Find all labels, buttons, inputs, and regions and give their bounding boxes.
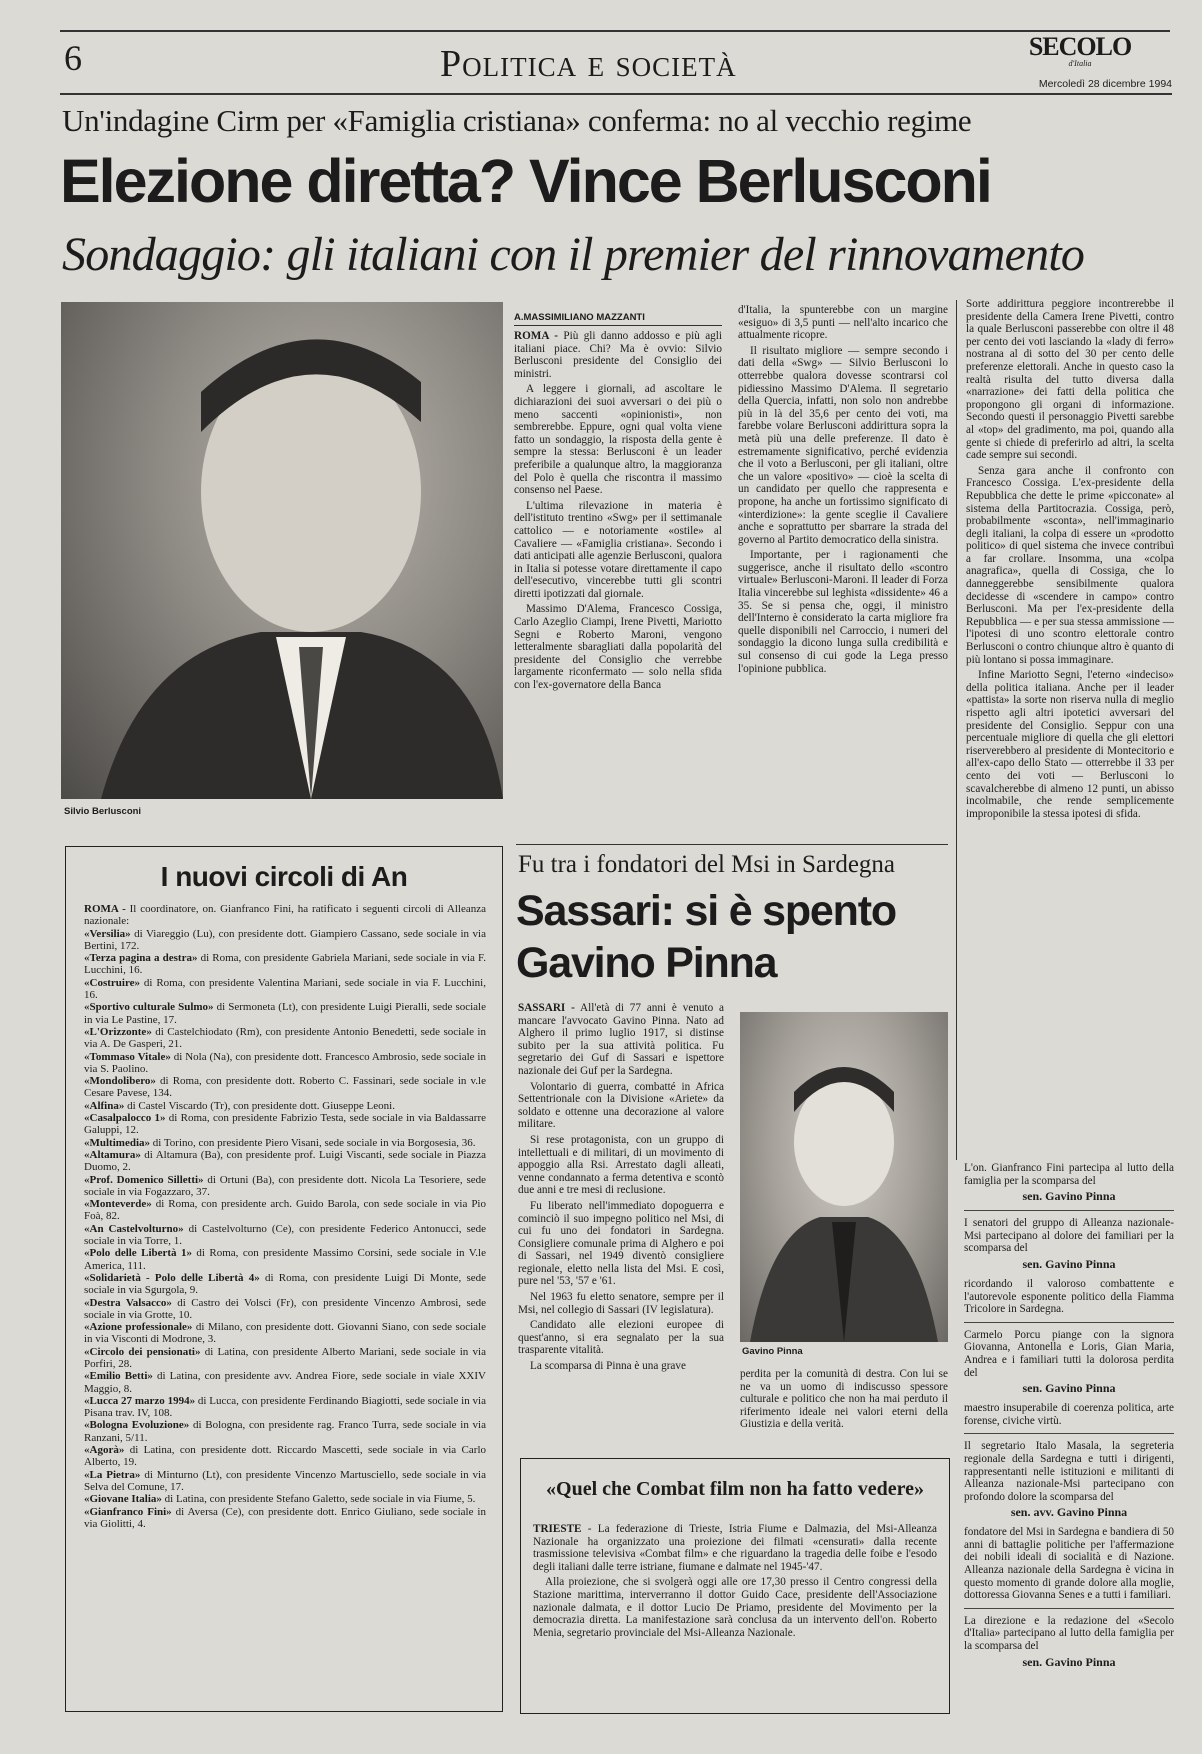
pinna-paragraph: SASSARI - All'età di 77 anni è venuto a mancare l'avvocato Gavino Pinna. Nato ad Alghero il primo luglio 1917, si distinse subito per la sua attività politica. Fu segretario dei Guf di Sassari e ispettore nazionale dei Guf per la Sardegna. [518, 1002, 724, 1077]
circolo-item: «Costruire» di Roma, con presidente Valentina Mariani, sede sociale in via F. Lucchini, 16. [84, 976, 486, 1002]
lead-paragraph: ROMA - Più gli danno addosso e più agli italiani piace. Chi? Ma è ovvio: Silvio Berlusconi presidente del Consiglio dei ministri. [514, 330, 722, 380]
byline: A.MASSIMILIANO MAZZANTI [514, 312, 645, 323]
lead-column-3 [966, 298, 1174, 823]
combat-paragraph: Alla proiezione, che si svolgerà oggi alle ore 17,30 presso il Centro congressi della Stazione marittima, interverranno il dottor Guido Cace, presidente dell'Associazione nazionale dalmata, e il dottor Lucio De Priamo, presidente del Movimento per la democrazia diretta. La manifestazione sarà conclusa da un intervento dell'on. Roberto Menia, segretario provinciale del Msi-Alleanza Nazionale. [533, 1576, 937, 1639]
newspaper-logo-sub: d'Italia [1068, 59, 1092, 68]
lead-column-2 [738, 304, 948, 678]
circolo-item: «Tommaso Vitale» di Nola (Na), con presidente dott. Francesco Ambrosio, sede sociale in via S. Paolino. [84, 1050, 486, 1075]
notice-separator [964, 1608, 1174, 1609]
circolo-item: «Emilio Betti» di Latina, con presidente avv. Andrea Fiore, sede sociale in viale XXIV Maggio, 8. [84, 1370, 486, 1395]
notice-name: sen. Gavino Pinna [1022, 1654, 1116, 1669]
notice-text: Carmelo Porcu piange con la signora Giovanna, Antonella e Loris, Gian Maria, Andrea e i familiari tutti la dolorosa perdita del [964, 1328, 1174, 1379]
combat-title: «Quel che Combat film non ha fatto vedere» [546, 1478, 924, 1500]
circolo-item: «Monteverde» di Roma, con presidente arch. Guido Barola, con sede sociale in via Pio Foà, 82. [84, 1198, 486, 1223]
circolo-item: «Azione professionale» di Milano, con presidente dott. Giovanni Siano, con sede sociale in via Visconti di Modrone, 3. [84, 1321, 486, 1346]
notice-text: I senatori del gruppo di Alleanza nazionale-Msi partecipano al dolore dei familiari per la scomparsa del [964, 1217, 1174, 1255]
berlusconi-caption: Silvio Berlusconi [64, 806, 142, 817]
combat-body [533, 1523, 937, 1642]
top-rule [60, 30, 1170, 32]
death-notice [964, 1162, 1174, 1204]
circolo-item: «Lucca 27 marzo 1994» di Lucca, con presidente Ferdinando Biagiotti, sede sociale in via Pisana trav. IV, 108. [84, 1394, 486, 1420]
circolo-item: «Sportivo culturale Sulmo» di Sermoneta (Lt), con presidente Luigi Pieralli, sede sociale in via Le Pastine, 17. [84, 1001, 486, 1026]
portrait-silhouette-icon [61, 302, 503, 799]
notice-name: sen. avv. Gavino Pinna [1010, 1505, 1128, 1520]
lead-paragraph: Importante, per i ragionamenti che suggerisce, anche il risultato dello «scontro virtuale» Berlusconi-Maroni. Il leader di Forza Italia vincerebbe sul leghista «dissidente» 46 a 35. Se si pensa che, oggi, il ministro dell'Interno è considerato la carta migliore fra quelle disponibili nel Carroccio, i numeri del sondaggio la dicono lunga sulla credibilità e sul consenso di cui gode la Lega presso l'opinione pubblica. [738, 549, 949, 675]
newspaper-logo: SECOLO [1028, 32, 1132, 61]
circolo-item: «Terza pagina a destra» di Roma, con presidente Gabriela Mariani, sede sociale in via F. Lucchini, 16. [84, 952, 487, 977]
lead-paragraph: Senza gara anche il confronto con Francesco Cossiga. L'ex-presidente della Repubblica che dette le prime «picconate» al sistema della Partitocrazia. Cossiga, però, probabilmente «sconta», nell'immaginario degli italiani, la colpa di essere un «prodotto politico» di quel sistema che invece contribuì a far crollare. Insomma, una «colpa anagrafica», quella di Cossiga, che lo danneggerebbe sensibilmente qualora decidesse di «scendere in campo» contro Berlusconi. Ma per l'ex-presidente della Repubblica — e per sua stessa ammissione — l'ipotesi di uno scontro elettorale contro Berlusconi o contro chiunque altro è quanto di più lontano si possa immaginare. [966, 464, 1174, 666]
circolo-item: «Bologna Evoluzione» di Bologna, con presidente rag. Franco Turra, sede sociale in via Ranzani, 5/11. [84, 1419, 486, 1444]
pinna-paragraph: Fu liberato nell'immediato dopoguerra e cominciò il suo impegno politico nel Msi, di cui fu uno dei fondatori in Sardegna. Consigliere comunale prima di Alghero e poi di Sassari, nel 1949 diventò consigliere regionale, eletto nella lista del Msi. E così, pure nel '53, '57 e '61. [518, 1199, 724, 1288]
lead-subhead: Sondaggio: gli italiani con il premier del rinnovamento [62, 228, 1085, 281]
pinna-caption: Gavino Pinna [742, 1346, 803, 1357]
circolo-item: «Giovane Italia» di Latina, con presidente Stefano Galetto, sede sociale in via Fiume, 5. [84, 1493, 476, 1506]
circolo-item: «Destra Valsacco» di Castro dei Volsci (Fr), con presidente Vincenzo Ambrosi, sede sociale in via Grotte, 10. [84, 1296, 486, 1321]
portrait-silhouette-icon [740, 1012, 948, 1342]
notice-name: sen. Gavino Pinna [1022, 1381, 1116, 1396]
death-notice [964, 1615, 1174, 1670]
circoli-list [84, 903, 486, 1530]
lead-paragraph: A leggere i giornali, ad ascoltare le dichiarazioni dei suoi avversari o dei più o meno saccenti «opinionisti», non sembrerebbe. Eppure, ogni qual volta viene fatto un sondaggio, la risposta della gente è sempre la stessa: Berlusconi è un leader preferibile a qualunque altro, la maggioranza del Polo è quella che riscontra il massimo consenso nel Paese. [514, 383, 722, 497]
circolo-item: «Altamura» di Altamura (Ba), con presidente prof. Luigi Viscanti, sede sociale in Piazza Duomo, 2. [84, 1148, 486, 1174]
berlusconi-photo [61, 302, 503, 799]
notice-name: sen. Gavino Pinna [1022, 1256, 1116, 1271]
notice-separator [964, 1322, 1174, 1323]
notice-after-text: fondatore del Msi in Sardegna e bandiera di 50 anni di battaglie politiche per l'affermazione dei nobili ideali di socialità e di Nazione. Alleanza nazionale della Sardegna è vicina in questo momento di grande dolore alla moglie, dottoressa Giovanna Senes e a tutti i familiari. [964, 1526, 1175, 1602]
notice-text: L'on. Gianfranco Fini partecipa al lutto della famiglia per la scomparsa del [964, 1162, 1174, 1187]
pinna-kicker: Fu tra i fondatori del Msi in Sardegna [518, 851, 896, 878]
pinna-paragraph: perdita per la comunità di destra. Con lui se ne va un uomo di indiscusso spessore culturale e politico che non ha mai perduto il riferimento ideale nei valori eterni della Giustizia e della verità. [740, 1368, 948, 1431]
circolo-item: «La Pietra» di Minturno (Lt), con presidente Vincenzo Martusciello, sede sociale in via Selva del Comune, 17. [84, 1468, 486, 1493]
death-notice [964, 1440, 1174, 1602]
circolo-item: «Prof. Domenico Silletti» di Ortuni (Ba), con presidente dott. Nicola La Tesoriere, sede sociale in via Fogazzaro, 37. [84, 1173, 486, 1198]
lead-paragraph: Il risultato migliore — sempre secondo i dati della «Swg» — Silvio Berlusconi lo otterrebbe qualora dovesse scontrarsi col pidiessino Massimo D'Alema. Il segretario della Quercia, infatti, non solo non andrebbe più in là del 35,6 per cento dei voti, ma farebbe volare Berlusconi addirittura sopra la metà più una delle preferenze. Il dato è estremamente significativo, perché evidenzia che il voto a Berlusconi, per gli italiani, oltre che un valore «positivo» — cioè la scelta di un candidato per quello che rappresenta e propone, ha anche un fortissimo significato di «interdizione»: la gente sceglie il Cavaliere anche e soprattutto per sbarrare la strada del governo al Partito democratico della sinistra. [738, 344, 948, 546]
notice-text: Il segretario Italo Masala, la segreteria regionale della Sardegna e tutti i dirigenti, rappresentanti nelle istituzioni e militanti di Alleanza nazionale-Msi partecipano con profondo dolore la scomparsa del [964, 1440, 1174, 1503]
pinna-column-2 [740, 1368, 948, 1434]
circolo-item: «Casalpalocco 1» di Roma, con presidente Fabrizio Testa, sede sociale in via Baldassarre Galuppi, 12. [84, 1112, 486, 1137]
circolo-item: «Solidarietà - Polo delle Libertà 4» di Roma, con presidente Luigi Di Monte, sede sociale in via Sgurgola, 9. [84, 1271, 487, 1297]
column-divider [956, 300, 957, 1160]
circoli-intro: ROMA - Il coordinatore, on. Gianfranco Fini, ha ratificato i seguenti circoli di Alleanza nazionale: [84, 903, 486, 928]
notice-separator [964, 1433, 1174, 1434]
death-notice [964, 1217, 1174, 1316]
circolo-item: «Circolo dei pensionati» di Latina, con presidente Alberto Mariani, sede sociale in via Porfiri, 28. [84, 1345, 486, 1370]
pinna-paragraph: Volontario di guerra, combatté in Africa Settentrionale con la Divisione «Ariete» da soldato e ottenne una decorazione al valore militare. [518, 1080, 724, 1131]
lead-headline: Elezione diretta? Vince Berlusconi [60, 147, 991, 215]
notice-after-text: maestro insuperabile di coerenza politica, arte forense, civiche virtù. [964, 1402, 1174, 1427]
notice-text: La direzione e la redazione del «Secolo d'Italia» partecipano al lutto della famiglia per la scomparsa del [964, 1614, 1174, 1653]
circolo-item: «Agorà» di Latina, con presidente dott. Riccardo Mascetti, sede sociale in via Carlo Alberto, 19. [84, 1444, 486, 1469]
circolo-item: «Mondolibero» di Roma, con presidente dott. Roberto C. Fassinari, sede sociale in v.le Cesare Pavese, 134. [84, 1075, 486, 1100]
circolo-item: «L'Orizzonte» di Castelchiodato (Rm), con presidente Antonio Benedetti, sede sociale in via A. De Gasperi, 21. [84, 1025, 486, 1051]
circolo-item: «Multimedia» di Torino, con presidente Piero Visani, sede sociale in via Borgosesia, 36. [84, 1136, 476, 1149]
combat-paragraph: TRIESTE - La federazione di Trieste, Istria Fiume e Dalmazia, del Msi-Alleanza Nazionale ha organizzato una proiezione dei filmati «censurati» dalla recente trasmissione televisiva «Combat film» e che riguardano la tragedia delle foibe e l'esodo degli italiani dalle terre istriane, fiumane e dalmate nel 1945-'47. [533, 1523, 937, 1573]
section-title: Politica e società [440, 43, 737, 85]
lead-paragraph: d'Italia, la spunterebbe con un margine «esiguo» di 3,5 punti — nell'alto incarico che attualmente ricopre. [738, 304, 948, 342]
combat-box [520, 1458, 950, 1714]
lead-column-1 [514, 330, 722, 695]
circoli-box [65, 846, 503, 1712]
circolo-item: «An Castelvolturno» di Castelvolturno (Ce), con presidente Federico Antonucci, sede sociale in via Torre, 1. [84, 1222, 486, 1248]
notices-column [964, 1162, 1174, 1676]
pinna-top-rule [516, 844, 948, 845]
lead-paragraph: Infine Mariotto Segni, l'eterno «indeciso» della politica italiana. Anche per il leader «pattista» la sorte non riserva nulla di meglio rispetto agli altri ipotetici avversari del presidente del Consiglio. Seppur con una percentuale migliore di quella che gli elettori riserverebbero al presidente di Montecitorio e all'ex-capo dello Stato — otterrebbe il 33 per cento dei voti — Berlusconi lo scavalcherebbe di almeno 12 punti, un abisso incolmabile, che rende semplicemente improponibile la stessa ipotesi di sfida. [966, 669, 1174, 820]
lead-paragraph: Massimo D'Alema, Francesco Cossiga, Carlo Azeglio Ciampi, Irene Pivetti, Mariotto Segni e Roberto Maroni, vengono letteralmente sbaragliati dalla popolarità del presidente del Consiglio che verrebbe largamente riconfermato — solo nella sfida con l'ex-governatore della Banca [514, 603, 722, 692]
masthead-rule [60, 93, 1172, 95]
page-number: 6 [64, 38, 82, 78]
pinna-headline-2: Gavino Pinna [516, 939, 777, 987]
pinna-headline-1: Sassari: si è spento [516, 887, 896, 935]
lead-paragraph: L'ultima rilevazione in materia è dell'istituto trentino «Swg» per il settimanale cattolico — e notoriamente «ostile» al Cavaliere — «Famiglia cristiana». Secondo i dati anticipati alle agenzie Berlusconi, qualora in Italia si potesse votare direttamente il capo dell'esecutivo, vincerebbe tutti gli scontri diretti ipotizzati dal giornale. [514, 499, 722, 600]
pinna-photo [740, 1012, 948, 1342]
pinna-paragraph: Nel 1963 fu eletto senatore, sempre per il Msi, nel collegio di Sassari (IV legislatura). [518, 1291, 724, 1316]
pinna-paragraph: La scomparsa di Pinna è una grave [530, 1360, 686, 1373]
issue-date: Mercoledì 28 dicembre 1994 [1038, 78, 1172, 90]
notice-separator [964, 1210, 1174, 1211]
notice-after-text: ricordando il valoroso combattente e l'autorevole esponente politico della Fiamma Tricolore in Sardegna. [964, 1277, 1174, 1316]
circoli-title: I nuovi circoli di An [160, 861, 408, 892]
circolo-item: «Versilia» di Viareggio (Lu), con presidente dott. Giampiero Cassano, sede sociale in via Bertini, 172. [84, 927, 486, 952]
pinna-paragraph: Si rese protagonista, con un gruppo di intellettuali e di militari, di un movimento di appoggio alla Rsi. Arrestato dagli alleati, venne condannato a ferma detentiva e scontò due anni e tre mesi di reclusione. [518, 1133, 724, 1197]
circolo-item: «Gianfranco Fini» di Aversa (Ce), con presidente dott. Enrico Giuliano, sede sociale in via Giolitti, 4. [84, 1505, 486, 1530]
lead-paragraph: Sorte addirittura peggiore incontrerebbe il presidente della Camera Irene Pivetti, contro la quale Berlusconi passerebbe con oltre il 48 per cento dei voti lasciando la «lady di ferro» nostrana al di sotto del 30 per cento delle preferenze elettorali. Anche in questo caso la realtà risulta del tutto diversa dalla «narrazione» dei fatti della politica che propongono gli organi di informazione. Secondo questi il personaggio Pivetti sarebbe al «top» del gradimento, ma poi, quando alla gente si chiede di preferirlo ad altri, la scelta cade sempre sui secondi. [966, 298, 1174, 462]
circolo-item: «Alfina» di Castel Viscardo (Tr), con presidente dott. Giuseppe Leoni. [84, 1099, 395, 1112]
pinna-column-1 [518, 1002, 724, 1376]
death-notice [964, 1329, 1174, 1428]
pinna-paragraph: Candidato alle elezioni europee di quest'anno, si era segnalato per la sua trasparente vitalità. [518, 1319, 724, 1357]
circolo-item: «Polo delle Libertà 1» di Roma, con presidente Massimo Corsini, sede sociale in V.le America, 111. [84, 1247, 486, 1272]
notice-name: sen. Gavino Pinna [1022, 1189, 1116, 1204]
byline-rule [514, 325, 722, 326]
lead-kicker: Un'indagine Cirm per «Famiglia cristiana» conferma: no al vecchio regime [62, 103, 972, 138]
